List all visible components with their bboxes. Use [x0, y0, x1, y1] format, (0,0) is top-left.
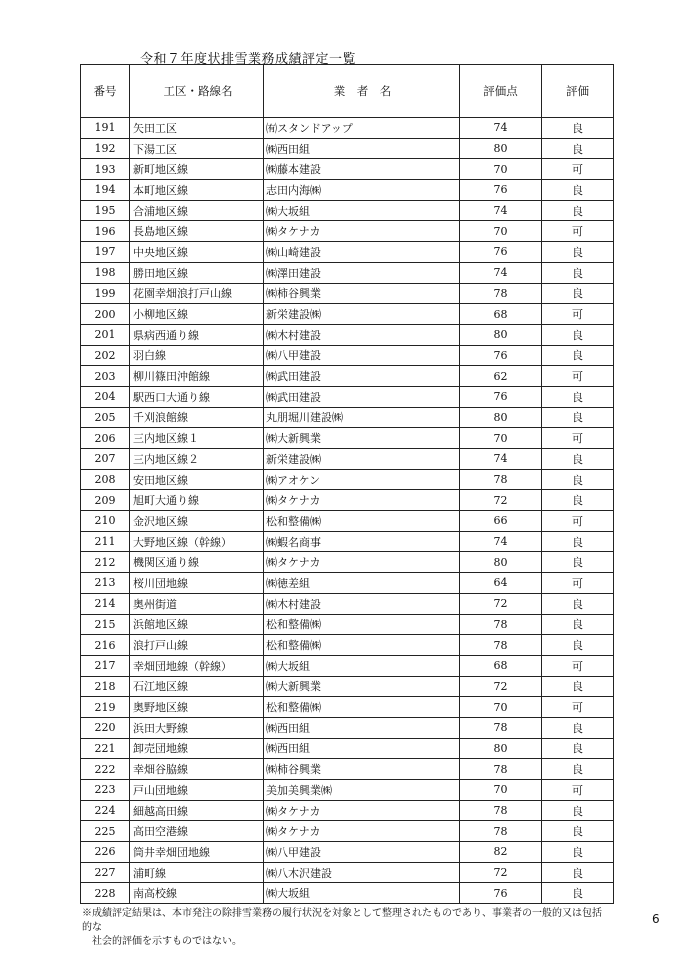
cell-vendor: ㈱大坂組	[264, 655, 460, 676]
cell-vendor: ㈱武田建設	[264, 386, 460, 407]
cell-number: 194	[81, 180, 130, 201]
cell-evaluation: 良	[542, 242, 614, 263]
table-row	[81, 386, 614, 407]
cell-number: 199	[81, 283, 130, 304]
cell-evaluation: 良	[542, 883, 614, 904]
table-row	[81, 573, 614, 594]
cell-number: 208	[81, 469, 130, 490]
cell-number: 224	[81, 800, 130, 821]
cell-vendor: 松和整備㈱	[264, 697, 460, 718]
cell-number: 203	[81, 366, 130, 387]
cell-vendor: ㈱大坂組	[264, 200, 460, 221]
cell-vendor: ㈱山崎建設	[264, 242, 460, 263]
table-row	[81, 655, 614, 676]
cell-evaluation: 良	[542, 490, 614, 511]
cell-route-name: 金沢地区線	[130, 511, 264, 532]
cell-evaluation: 良	[542, 118, 614, 139]
cell-route-name: 駅西口大通り線	[130, 386, 264, 407]
cell-number: 223	[81, 780, 130, 801]
cell-vendor: ㈱大新興業	[264, 676, 460, 697]
cell-score: 64	[460, 573, 542, 594]
cell-vendor: ㈱蝦名商事	[264, 531, 460, 552]
cell-number: 200	[81, 304, 130, 325]
table-row	[81, 242, 614, 263]
cell-route-name: 奥州街道	[130, 593, 264, 614]
table-row	[81, 614, 614, 635]
cell-score: 76	[460, 386, 542, 407]
cell-vendor: ㈱タケナカ	[264, 552, 460, 573]
cell-score: 80	[460, 138, 542, 159]
table-row	[81, 449, 614, 470]
cell-vendor: ㈱大新興業	[264, 428, 460, 449]
cell-evaluation: 良	[542, 676, 614, 697]
page-number: 6	[652, 912, 660, 926]
header-score: 評価点	[460, 65, 542, 118]
cell-evaluation: 良	[542, 449, 614, 470]
cell-route-name: 幸畑団地線（幹線）	[130, 655, 264, 676]
cell-route-name: 新町地区線	[130, 159, 264, 180]
cell-route-name: 千刈浪館線	[130, 407, 264, 428]
cell-score: 70	[460, 159, 542, 180]
cell-route-name: 大野地区線（幹線）	[130, 531, 264, 552]
cell-vendor: ㈱タケナカ	[264, 821, 460, 842]
cell-evaluation: 良	[542, 200, 614, 221]
cell-score: 78	[460, 469, 542, 490]
cell-score: 68	[460, 304, 542, 325]
cell-number: 217	[81, 655, 130, 676]
cell-route-name: 浦町線	[130, 862, 264, 883]
cell-vendor: ㈱アオケン	[264, 469, 460, 490]
cell-number: 202	[81, 345, 130, 366]
table-row	[81, 676, 614, 697]
cell-number: 205	[81, 407, 130, 428]
cell-route-name: 南高校線	[130, 883, 264, 904]
cell-vendor: ㈱木村建設	[264, 593, 460, 614]
cell-number: 211	[81, 531, 130, 552]
cell-route-name: 奥野地区線	[130, 697, 264, 718]
cell-number: 212	[81, 552, 130, 573]
table-row	[81, 717, 614, 738]
table-row	[81, 738, 614, 759]
cell-evaluation: 良	[542, 593, 614, 614]
footnote-line-2: 社会的評価を示すものではない。	[92, 936, 242, 947]
cell-number: 197	[81, 242, 130, 263]
cell-number: 228	[81, 883, 130, 904]
cell-route-name: 合浦地区線	[130, 200, 264, 221]
cell-evaluation: 良	[542, 717, 614, 738]
table-row	[81, 883, 614, 904]
cell-vendor: ㈱八甲建設	[264, 842, 460, 863]
cell-route-name: 筒井幸畑団地線	[130, 842, 264, 863]
cell-route-name: 桜川団地線	[130, 573, 264, 594]
cell-evaluation: 可	[542, 697, 614, 718]
cell-number: 192	[81, 138, 130, 159]
cell-vendor: ㈱柿谷興業	[264, 759, 460, 780]
cell-evaluation: 良	[542, 386, 614, 407]
cell-score: 76	[460, 242, 542, 263]
cell-vendor: ㈱西田組	[264, 717, 460, 738]
cell-score: 72	[460, 862, 542, 883]
cell-score: 74	[460, 262, 542, 283]
cell-score: 76	[460, 345, 542, 366]
cell-vendor: 新栄建設㈱	[264, 449, 460, 470]
cell-vendor: ㈱澤田建設	[264, 262, 460, 283]
table-row	[81, 635, 614, 656]
cell-vendor: 丸朋堀川建設㈱	[264, 407, 460, 428]
table-row	[81, 593, 614, 614]
table-row	[81, 469, 614, 490]
cell-number: 210	[81, 511, 130, 532]
cell-number: 204	[81, 386, 130, 407]
cell-number: 207	[81, 449, 130, 470]
cell-route-name: 柳川篠田沖館線	[130, 366, 264, 387]
header-route-name: 工区・路線名	[130, 65, 264, 118]
cell-number: 213	[81, 573, 130, 594]
cell-vendor: 美加美興業㈱	[264, 780, 460, 801]
cell-route-name: 幸畑谷脇線	[130, 759, 264, 780]
table-row	[81, 862, 614, 883]
cell-route-name: 中央地区線	[130, 242, 264, 263]
page-title: 令和７年度状排雪業務成績評定一覧	[140, 52, 357, 67]
cell-route-name: 高田空港線	[130, 821, 264, 842]
table-row	[81, 200, 614, 221]
cell-score: 74	[460, 531, 542, 552]
cell-score: 78	[460, 635, 542, 656]
cell-vendor: ㈱八甲建設	[264, 345, 460, 366]
header-number: 番号	[81, 65, 130, 118]
table-row	[81, 159, 614, 180]
cell-vendor: ㈲スタンドアップ	[264, 118, 460, 139]
cell-score: 80	[460, 324, 542, 345]
cell-number: 195	[81, 200, 130, 221]
cell-score: 80	[460, 407, 542, 428]
table-row	[81, 138, 614, 159]
table-row	[81, 531, 614, 552]
cell-score: 78	[460, 283, 542, 304]
cell-score: 78	[460, 717, 542, 738]
cell-route-name: 浜館地区線	[130, 614, 264, 635]
cell-route-name: 羽白線	[130, 345, 264, 366]
cell-score: 70	[460, 221, 542, 242]
cell-route-name: 旭町大通り線	[130, 490, 264, 511]
table-row	[81, 221, 614, 242]
cell-number: 193	[81, 159, 130, 180]
table-row	[81, 180, 614, 201]
table-row	[81, 780, 614, 801]
cell-evaluation: 可	[542, 573, 614, 594]
cell-evaluation: 可	[542, 159, 614, 180]
cell-score: 80	[460, 552, 542, 573]
cell-score: 66	[460, 511, 542, 532]
cell-vendor: ㈱徳差組	[264, 573, 460, 594]
cell-score: 82	[460, 842, 542, 863]
cell-vendor: 新栄建設㈱	[264, 304, 460, 325]
evaluation-table	[80, 64, 614, 904]
cell-evaluation: 良	[542, 842, 614, 863]
cell-number: 196	[81, 221, 130, 242]
cell-score: 72	[460, 676, 542, 697]
cell-vendor: ㈱柿谷興業	[264, 283, 460, 304]
cell-evaluation: 良	[542, 283, 614, 304]
cell-vendor: ㈱西田組	[264, 138, 460, 159]
cell-score: 74	[460, 118, 542, 139]
cell-score: 76	[460, 180, 542, 201]
cell-route-name: 三内地区線２	[130, 449, 264, 470]
cell-score: 76	[460, 883, 542, 904]
table-row	[81, 304, 614, 325]
cell-evaluation: 良	[542, 407, 614, 428]
cell-evaluation: 可	[542, 511, 614, 532]
table-row	[81, 800, 614, 821]
table-row	[81, 324, 614, 345]
cell-number: 198	[81, 262, 130, 283]
table-row	[81, 345, 614, 366]
cell-evaluation: 良	[542, 862, 614, 883]
cell-vendor: ㈱タケナカ	[264, 490, 460, 511]
cell-score: 68	[460, 655, 542, 676]
cell-route-name: 矢田工区	[130, 118, 264, 139]
cell-number: 219	[81, 697, 130, 718]
cell-evaluation: 良	[542, 180, 614, 201]
table-row	[81, 490, 614, 511]
cell-route-name: 本町地区線	[130, 180, 264, 201]
table-row	[81, 552, 614, 573]
cell-score: 78	[460, 800, 542, 821]
cell-route-name: 機関区通り線	[130, 552, 264, 573]
cell-vendor: ㈱西田組	[264, 738, 460, 759]
cell-vendor: ㈱武田建設	[264, 366, 460, 387]
cell-score: 72	[460, 593, 542, 614]
cell-vendor: 松和整備㈱	[264, 635, 460, 656]
cell-evaluation: 良	[542, 531, 614, 552]
cell-number: 227	[81, 862, 130, 883]
cell-number: 206	[81, 428, 130, 449]
table-row	[81, 262, 614, 283]
cell-evaluation: 可	[542, 304, 614, 325]
cell-route-name: 花園幸畑浪打戸山線	[130, 283, 264, 304]
cell-route-name: 浪打戸山線	[130, 635, 264, 656]
cell-score: 70	[460, 697, 542, 718]
cell-number: 216	[81, 635, 130, 656]
table-row	[81, 366, 614, 387]
table-row	[81, 759, 614, 780]
cell-number: 214	[81, 593, 130, 614]
cell-vendor: ㈱八木沢建設	[264, 862, 460, 883]
cell-evaluation: 良	[542, 262, 614, 283]
header-evaluation: 評価	[542, 65, 614, 118]
cell-evaluation: 良	[542, 345, 614, 366]
footnote	[82, 907, 602, 949]
table-row	[81, 407, 614, 428]
table-row	[81, 118, 614, 139]
cell-evaluation: 可	[542, 780, 614, 801]
cell-score: 70	[460, 428, 542, 449]
cell-evaluation: 良	[542, 614, 614, 635]
cell-number: 201	[81, 324, 130, 345]
cell-score: 62	[460, 366, 542, 387]
cell-evaluation: 良	[542, 469, 614, 490]
cell-number: 221	[81, 738, 130, 759]
cell-number: 225	[81, 821, 130, 842]
cell-evaluation: 良	[542, 759, 614, 780]
cell-evaluation: 可	[542, 221, 614, 242]
header-vendor: 業 者 名	[264, 65, 460, 118]
cell-score: 78	[460, 614, 542, 635]
cell-score: 70	[460, 780, 542, 801]
cell-vendor: ㈱大坂組	[264, 883, 460, 904]
cell-score: 72	[460, 490, 542, 511]
cell-route-name: 下湯工区	[130, 138, 264, 159]
table-row	[81, 428, 614, 449]
cell-vendor: ㈱タケナカ	[264, 221, 460, 242]
cell-vendor: 志田内海㈱	[264, 180, 460, 201]
cell-number: 218	[81, 676, 130, 697]
cell-evaluation: 可	[542, 366, 614, 387]
cell-score: 80	[460, 738, 542, 759]
cell-vendor: 松和整備㈱	[264, 614, 460, 635]
cell-route-name: 卸売団地線	[130, 738, 264, 759]
cell-evaluation: 良	[542, 821, 614, 842]
cell-route-name: 戸山団地線	[130, 780, 264, 801]
table-row	[81, 697, 614, 718]
cell-number: 209	[81, 490, 130, 511]
cell-number: 226	[81, 842, 130, 863]
cell-evaluation: 良	[542, 738, 614, 759]
cell-score: 78	[460, 821, 542, 842]
cell-evaluation: 良	[542, 552, 614, 573]
table-row	[81, 283, 614, 304]
cell-number: 222	[81, 759, 130, 780]
cell-score: 74	[460, 449, 542, 470]
cell-route-name: 細越高田線	[130, 800, 264, 821]
cell-route-name: 石江地区線	[130, 676, 264, 697]
cell-route-name: 三内地区線１	[130, 428, 264, 449]
footnote-line-1: ※成績評定結果は、本市発注の除排雪業務の履行状況を対象として整理されたものであり、事業者の一般的又は包括的な	[82, 908, 602, 933]
table-row	[81, 821, 614, 842]
cell-number: 215	[81, 614, 130, 635]
cell-evaluation: 良	[542, 324, 614, 345]
cell-route-name: 小柳地区線	[130, 304, 264, 325]
cell-evaluation: 良	[542, 138, 614, 159]
cell-vendor: 松和整備㈱	[264, 511, 460, 532]
table-row	[81, 511, 614, 532]
cell-vendor: ㈱藤本建設	[264, 159, 460, 180]
cell-score: 74	[460, 200, 542, 221]
cell-number: 191	[81, 118, 130, 139]
cell-evaluation: 可	[542, 655, 614, 676]
cell-evaluation: 良	[542, 800, 614, 821]
cell-evaluation: 良	[542, 635, 614, 656]
cell-evaluation: 可	[542, 428, 614, 449]
cell-route-name: 勝田地区線	[130, 262, 264, 283]
cell-number: 220	[81, 717, 130, 738]
cell-route-name: 県病西通り線	[130, 324, 264, 345]
cell-score: 78	[460, 759, 542, 780]
table-row	[81, 842, 614, 863]
table-header-row	[81, 65, 614, 118]
cell-vendor: ㈱木村建設	[264, 324, 460, 345]
cell-vendor: ㈱タケナカ	[264, 800, 460, 821]
cell-route-name: 長島地区線	[130, 221, 264, 242]
cell-route-name: 安田地区線	[130, 469, 264, 490]
cell-route-name: 浜田大野線	[130, 717, 264, 738]
